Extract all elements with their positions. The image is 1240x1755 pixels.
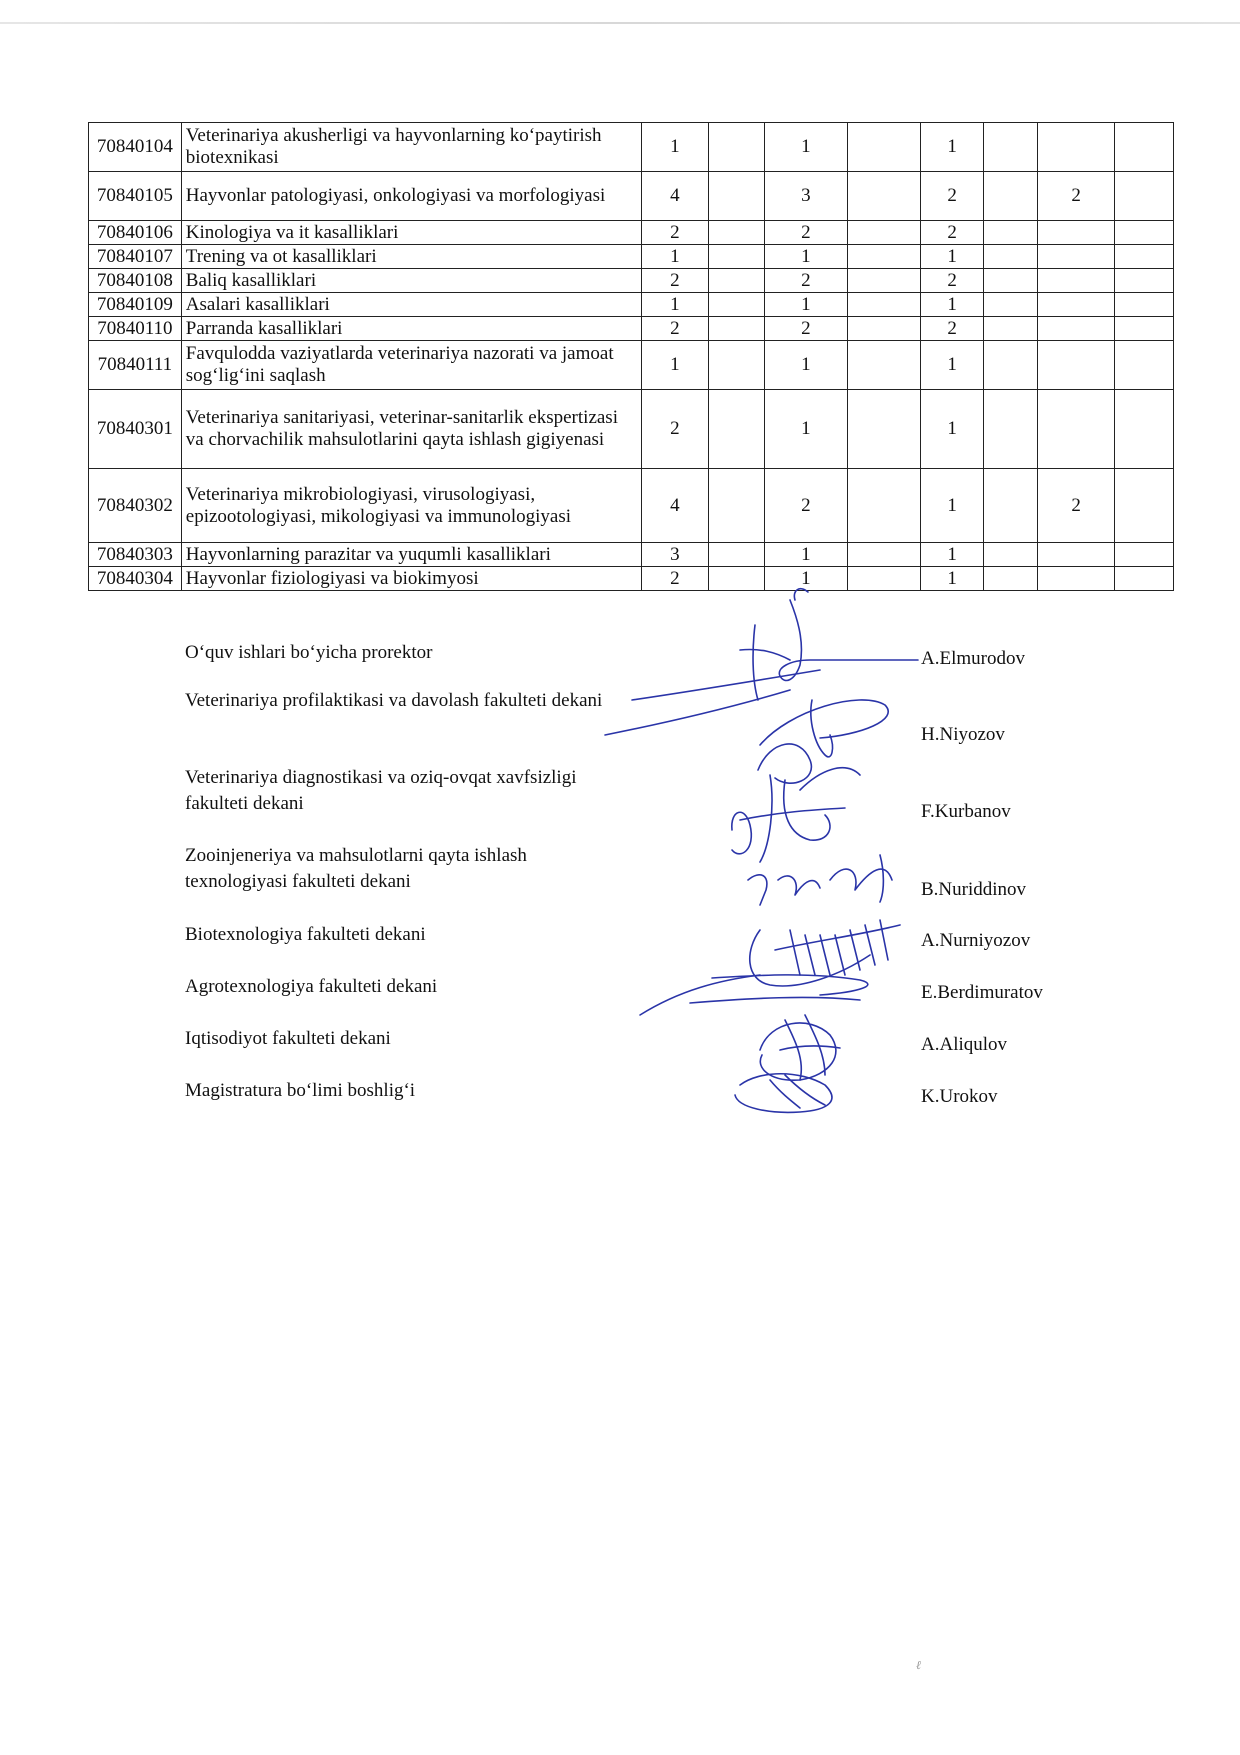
value-cell bbox=[1037, 293, 1115, 317]
table-row bbox=[89, 293, 1174, 317]
value-cell: 1 bbox=[641, 293, 709, 317]
signatory-name: E.Berdimuratov bbox=[921, 982, 1043, 1003]
value-cell: 2 bbox=[920, 269, 984, 293]
value-cell bbox=[984, 269, 1037, 293]
value-cell: 4 bbox=[641, 469, 709, 543]
value-cell bbox=[984, 469, 1037, 543]
value-cell: 1 bbox=[920, 390, 984, 469]
value-cell bbox=[709, 543, 764, 567]
value-cell bbox=[1037, 567, 1115, 591]
value-cell bbox=[984, 317, 1037, 341]
signatory-title: Veterinariya diagnostikasi va oziq-ovqat xavfsizligi fakulteti dekani bbox=[185, 767, 577, 814]
value-cell bbox=[1037, 543, 1115, 567]
signatory-name: B.Nuriddinov bbox=[921, 879, 1027, 900]
value-cell bbox=[709, 567, 764, 591]
value-cell: 1 bbox=[920, 543, 984, 567]
course-title: Veterinariya mikrobiologiyasi, virusologiyasi, epizootologiyasi, mikologiyasi va immunologiyasi bbox=[181, 469, 641, 543]
value-cell bbox=[848, 221, 921, 245]
value-cell bbox=[1037, 269, 1115, 293]
signatory-name: A.Elmurodov bbox=[921, 648, 1025, 669]
value-cell: 4 bbox=[641, 172, 709, 221]
table-row bbox=[89, 245, 1174, 269]
signatory-name: H.Niyozov bbox=[921, 724, 1005, 745]
value-cell bbox=[709, 317, 764, 341]
value-cell: 2 bbox=[920, 317, 984, 341]
course-code: 70840111 bbox=[89, 341, 182, 390]
value-cell: 1 bbox=[764, 341, 848, 390]
value-cell bbox=[848, 317, 921, 341]
table-row bbox=[89, 123, 1174, 172]
value-cell bbox=[984, 245, 1037, 269]
value-cell bbox=[984, 543, 1037, 567]
value-cell: 1 bbox=[764, 123, 848, 172]
value-cell bbox=[1115, 390, 1174, 469]
value-cell bbox=[848, 123, 921, 172]
value-cell bbox=[984, 341, 1037, 390]
courses-table bbox=[88, 122, 1174, 591]
value-cell bbox=[1115, 221, 1174, 245]
table-row bbox=[89, 341, 1174, 390]
value-cell bbox=[709, 293, 764, 317]
course-title: Hayvonlarning parazitar va yuqumli kasalliklari bbox=[181, 543, 641, 567]
course-code: 70840304 bbox=[89, 567, 182, 591]
course-title: Asalari kasalliklari bbox=[181, 293, 641, 317]
value-cell bbox=[1037, 341, 1115, 390]
value-cell bbox=[1037, 317, 1115, 341]
signatory-name: K.Urokov bbox=[921, 1086, 998, 1107]
value-cell bbox=[984, 567, 1037, 591]
value-cell bbox=[848, 245, 921, 269]
table-row bbox=[89, 317, 1174, 341]
course-title: Veterinariya sanitariyasi, veterinar-sanitarlik ekspertizasi va chorvachilik mahsulotlarini qayta ishlash gigiyenasi bbox=[181, 390, 641, 469]
value-cell: 2 bbox=[641, 221, 709, 245]
value-cell bbox=[848, 172, 921, 221]
signatory-title: Biotexnologiya fakulteti dekani bbox=[185, 924, 426, 945]
value-cell bbox=[984, 293, 1037, 317]
table-row bbox=[89, 390, 1174, 469]
value-cell bbox=[1037, 390, 1115, 469]
table-row bbox=[89, 172, 1174, 221]
signatory-title: Magistratura bo‘limi boshlig‘i bbox=[185, 1080, 416, 1101]
course-title: Parranda kasalliklari bbox=[181, 317, 641, 341]
value-cell bbox=[1115, 245, 1174, 269]
course-title: Baliq kasalliklari bbox=[181, 269, 641, 293]
signatory-title: Zooinjeneriya va mahsulotlarni qayta ishlash texnologiyasi fakulteti dekani bbox=[185, 845, 527, 892]
value-cell bbox=[984, 123, 1037, 172]
course-code: 70840109 bbox=[89, 293, 182, 317]
value-cell bbox=[1115, 123, 1174, 172]
value-cell: 1 bbox=[764, 543, 848, 567]
value-cell bbox=[1037, 123, 1115, 172]
value-cell: 1 bbox=[641, 341, 709, 390]
value-cell: 2 bbox=[764, 469, 848, 543]
value-cell bbox=[709, 172, 764, 221]
value-cell bbox=[1115, 293, 1174, 317]
signatory-name: A.Nurniyozov bbox=[921, 930, 1031, 951]
value-cell: 2 bbox=[1037, 469, 1115, 543]
value-cell bbox=[848, 543, 921, 567]
value-cell bbox=[848, 293, 921, 317]
course-code: 70840303 bbox=[89, 543, 182, 567]
value-cell bbox=[848, 567, 921, 591]
value-cell: 1 bbox=[764, 567, 848, 591]
course-title: Hayvonlar fiziologiyasi va biokimyosi bbox=[181, 567, 641, 591]
value-cell: 2 bbox=[641, 317, 709, 341]
value-cell bbox=[709, 221, 764, 245]
value-cell bbox=[848, 341, 921, 390]
value-cell: 1 bbox=[764, 293, 848, 317]
value-cell bbox=[1115, 567, 1174, 591]
value-cell: 3 bbox=[764, 172, 848, 221]
value-cell: 1 bbox=[641, 123, 709, 172]
table-row bbox=[89, 221, 1174, 245]
value-cell bbox=[848, 469, 921, 543]
course-code: 70840301 bbox=[89, 390, 182, 469]
value-cell: 1 bbox=[764, 390, 848, 469]
value-cell: 2 bbox=[641, 390, 709, 469]
value-cell bbox=[1115, 341, 1174, 390]
value-cell: 1 bbox=[920, 341, 984, 390]
course-code: 70840108 bbox=[89, 269, 182, 293]
course-title: Hayvonlar patologiyasi, onkologiyasi va morfologiyasi bbox=[181, 172, 641, 221]
value-cell bbox=[709, 269, 764, 293]
value-cell bbox=[1037, 221, 1115, 245]
value-cell: 1 bbox=[920, 567, 984, 591]
value-cell bbox=[1115, 317, 1174, 341]
value-cell: 1 bbox=[641, 245, 709, 269]
value-cell bbox=[709, 123, 764, 172]
value-cell: 2 bbox=[764, 317, 848, 341]
scan-edge-shadow bbox=[0, 22, 1240, 24]
value-cell: 2 bbox=[641, 567, 709, 591]
table-row bbox=[89, 469, 1174, 543]
course-code: 70840105 bbox=[89, 172, 182, 221]
value-cell: 2 bbox=[641, 269, 709, 293]
table-row bbox=[89, 543, 1174, 567]
signatory-title: Agrotexnologiya fakulteti dekani bbox=[185, 976, 438, 997]
table-row bbox=[89, 567, 1174, 591]
course-code: 70840106 bbox=[89, 221, 182, 245]
page-mark: ℓ bbox=[916, 1658, 921, 1672]
value-cell: 1 bbox=[764, 245, 848, 269]
value-cell: 2 bbox=[1037, 172, 1115, 221]
value-cell bbox=[1037, 245, 1115, 269]
value-cell: 1 bbox=[920, 469, 984, 543]
course-code: 70840104 bbox=[89, 123, 182, 172]
signatory-title: O‘quv ishlari bo‘yicha prorektor bbox=[185, 642, 433, 663]
value-cell bbox=[709, 469, 764, 543]
course-code: 70840107 bbox=[89, 245, 182, 269]
value-cell: 3 bbox=[641, 543, 709, 567]
course-code: 70840302 bbox=[89, 469, 182, 543]
value-cell bbox=[984, 172, 1037, 221]
signatory-title: Veterinariya profilaktikasi va davolash fakulteti dekani bbox=[185, 690, 603, 711]
value-cell bbox=[1115, 543, 1174, 567]
signatory-name: A.Aliqulov bbox=[921, 1034, 1008, 1055]
value-cell bbox=[848, 390, 921, 469]
table-row bbox=[89, 269, 1174, 293]
course-title: Veterinariya akusherligi va hayvonlarning ko‘paytirish biotexnikasi bbox=[181, 123, 641, 172]
value-cell bbox=[709, 390, 764, 469]
course-title: Trening va ot kasalliklari bbox=[181, 245, 641, 269]
value-cell: 1 bbox=[920, 293, 984, 317]
value-cell: 1 bbox=[920, 123, 984, 172]
value-cell bbox=[848, 269, 921, 293]
value-cell bbox=[1115, 172, 1174, 221]
value-cell: 1 bbox=[920, 245, 984, 269]
value-cell bbox=[1115, 269, 1174, 293]
value-cell: 2 bbox=[764, 269, 848, 293]
value-cell: 2 bbox=[920, 172, 984, 221]
value-cell bbox=[984, 221, 1037, 245]
value-cell bbox=[709, 341, 764, 390]
signatory-title: Iqtisodiyot fakulteti dekani bbox=[185, 1028, 391, 1049]
value-cell: 2 bbox=[920, 221, 984, 245]
course-title: Kinologiya va it kasalliklari bbox=[181, 221, 641, 245]
value-cell bbox=[709, 245, 764, 269]
value-cell bbox=[984, 390, 1037, 469]
signatory-name: F.Kurbanov bbox=[921, 801, 1011, 822]
course-title: Favqulodda vaziyatlarda veterinariya nazorati va jamoat sog‘lig‘ini saqlash bbox=[181, 341, 641, 390]
value-cell: 2 bbox=[764, 221, 848, 245]
course-code: 70840110 bbox=[89, 317, 182, 341]
value-cell bbox=[1115, 469, 1174, 543]
